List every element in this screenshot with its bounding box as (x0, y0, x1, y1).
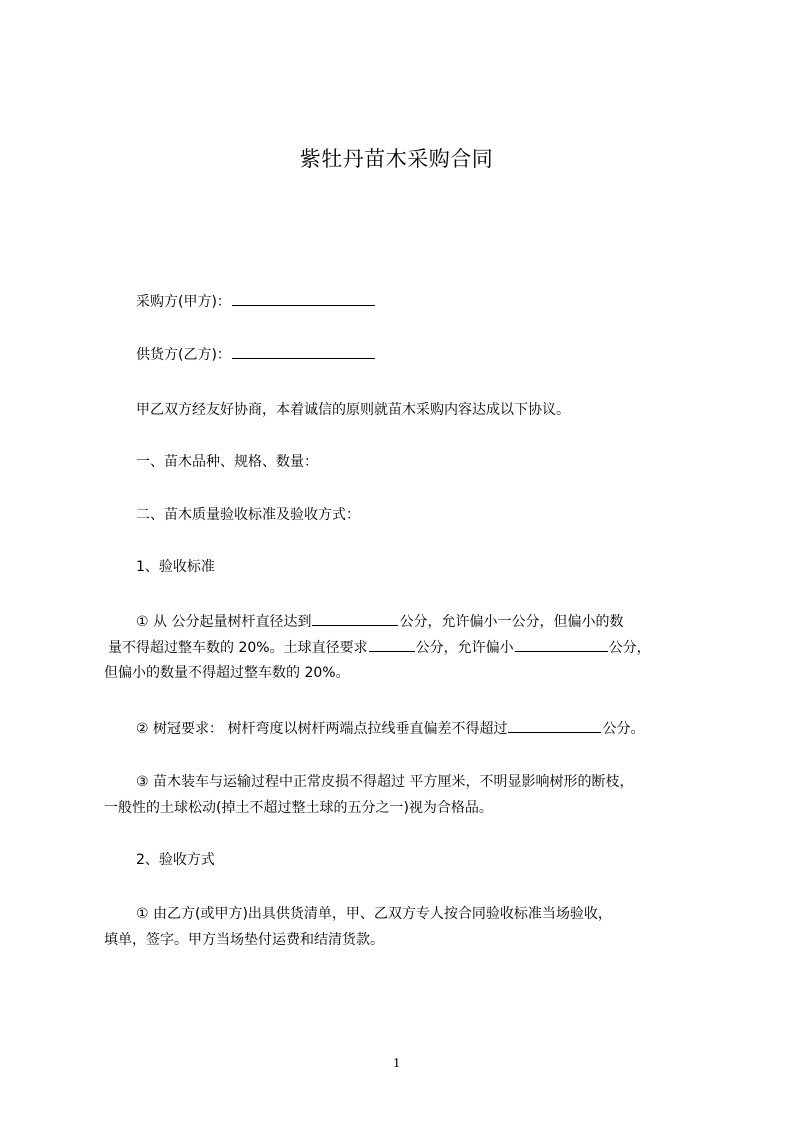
item1-blank-ball (369, 637, 415, 652)
item1-text-e: 公分， (608, 640, 651, 656)
subsection2-heading: 2、验收方式 (136, 852, 215, 868)
item2-text-a: ② 树冠要求： 树杆弯度以树杆两端点拉线垂直偏差不得超过 (136, 721, 508, 737)
section2-heading: 二、苗木质量验收标准及验收方式： (136, 507, 360, 523)
section1-heading: 一、苗木品种、规格、数量： (136, 454, 318, 470)
item4-line1: ① 由乙方(或甲方)出具供货清单，甲、乙双方专人按合同验收标准当场验收， (136, 906, 612, 922)
item3-line2: 一般性的土球松动(掉土不超过整土球的五分之一)视为合格品。 (104, 800, 493, 816)
document-title: 紫牡丹苗木采购合同 (299, 147, 494, 171)
item3-line1: ③ 苗木装车与运输过程中正常皮损不得超过 平方厘米，不明显影响树形的断枝， (136, 774, 634, 790)
subsection1-heading: 1、验收标准 (136, 559, 215, 575)
page-number: 1 (393, 1056, 400, 1071)
buyer-label: 采购方(甲方)： (136, 294, 231, 310)
item1-text-c: 量不得超过整车数的 20%。土球直径要求 (108, 640, 368, 656)
buyer-blank (232, 291, 375, 306)
item1-line2 (108, 637, 651, 658)
supplier-label: 供货方(乙方)： (136, 347, 231, 363)
supplier-blank (232, 344, 375, 359)
item2-blank (508, 718, 601, 733)
item1-blank-tolerance (515, 637, 608, 652)
item2-text-b: 公分。 (602, 721, 645, 737)
item4-line2: 填单，签字。甲方当场垫付运费和结清货款。 (104, 932, 384, 948)
item1-line3: 但偏小的数量不得超过整车数的 20%。 (104, 665, 350, 681)
item1-text-a: ① 从 公分起量树杆直径达到 (136, 614, 312, 630)
intro-paragraph: 甲乙双方经友好协商，本着诚信的原则就苗木采购内容达成以下协议。 (136, 402, 570, 418)
item2-line (136, 718, 644, 739)
item1-line1 (136, 611, 623, 632)
buyer-line (136, 291, 376, 312)
supplier-line (136, 344, 376, 365)
item1-text-d: 公分，允许偏小 (415, 640, 514, 656)
item1-text-b: 公分，允许偏小一公分，但偏小的数 (399, 614, 624, 630)
item1-blank-diameter (312, 611, 398, 626)
